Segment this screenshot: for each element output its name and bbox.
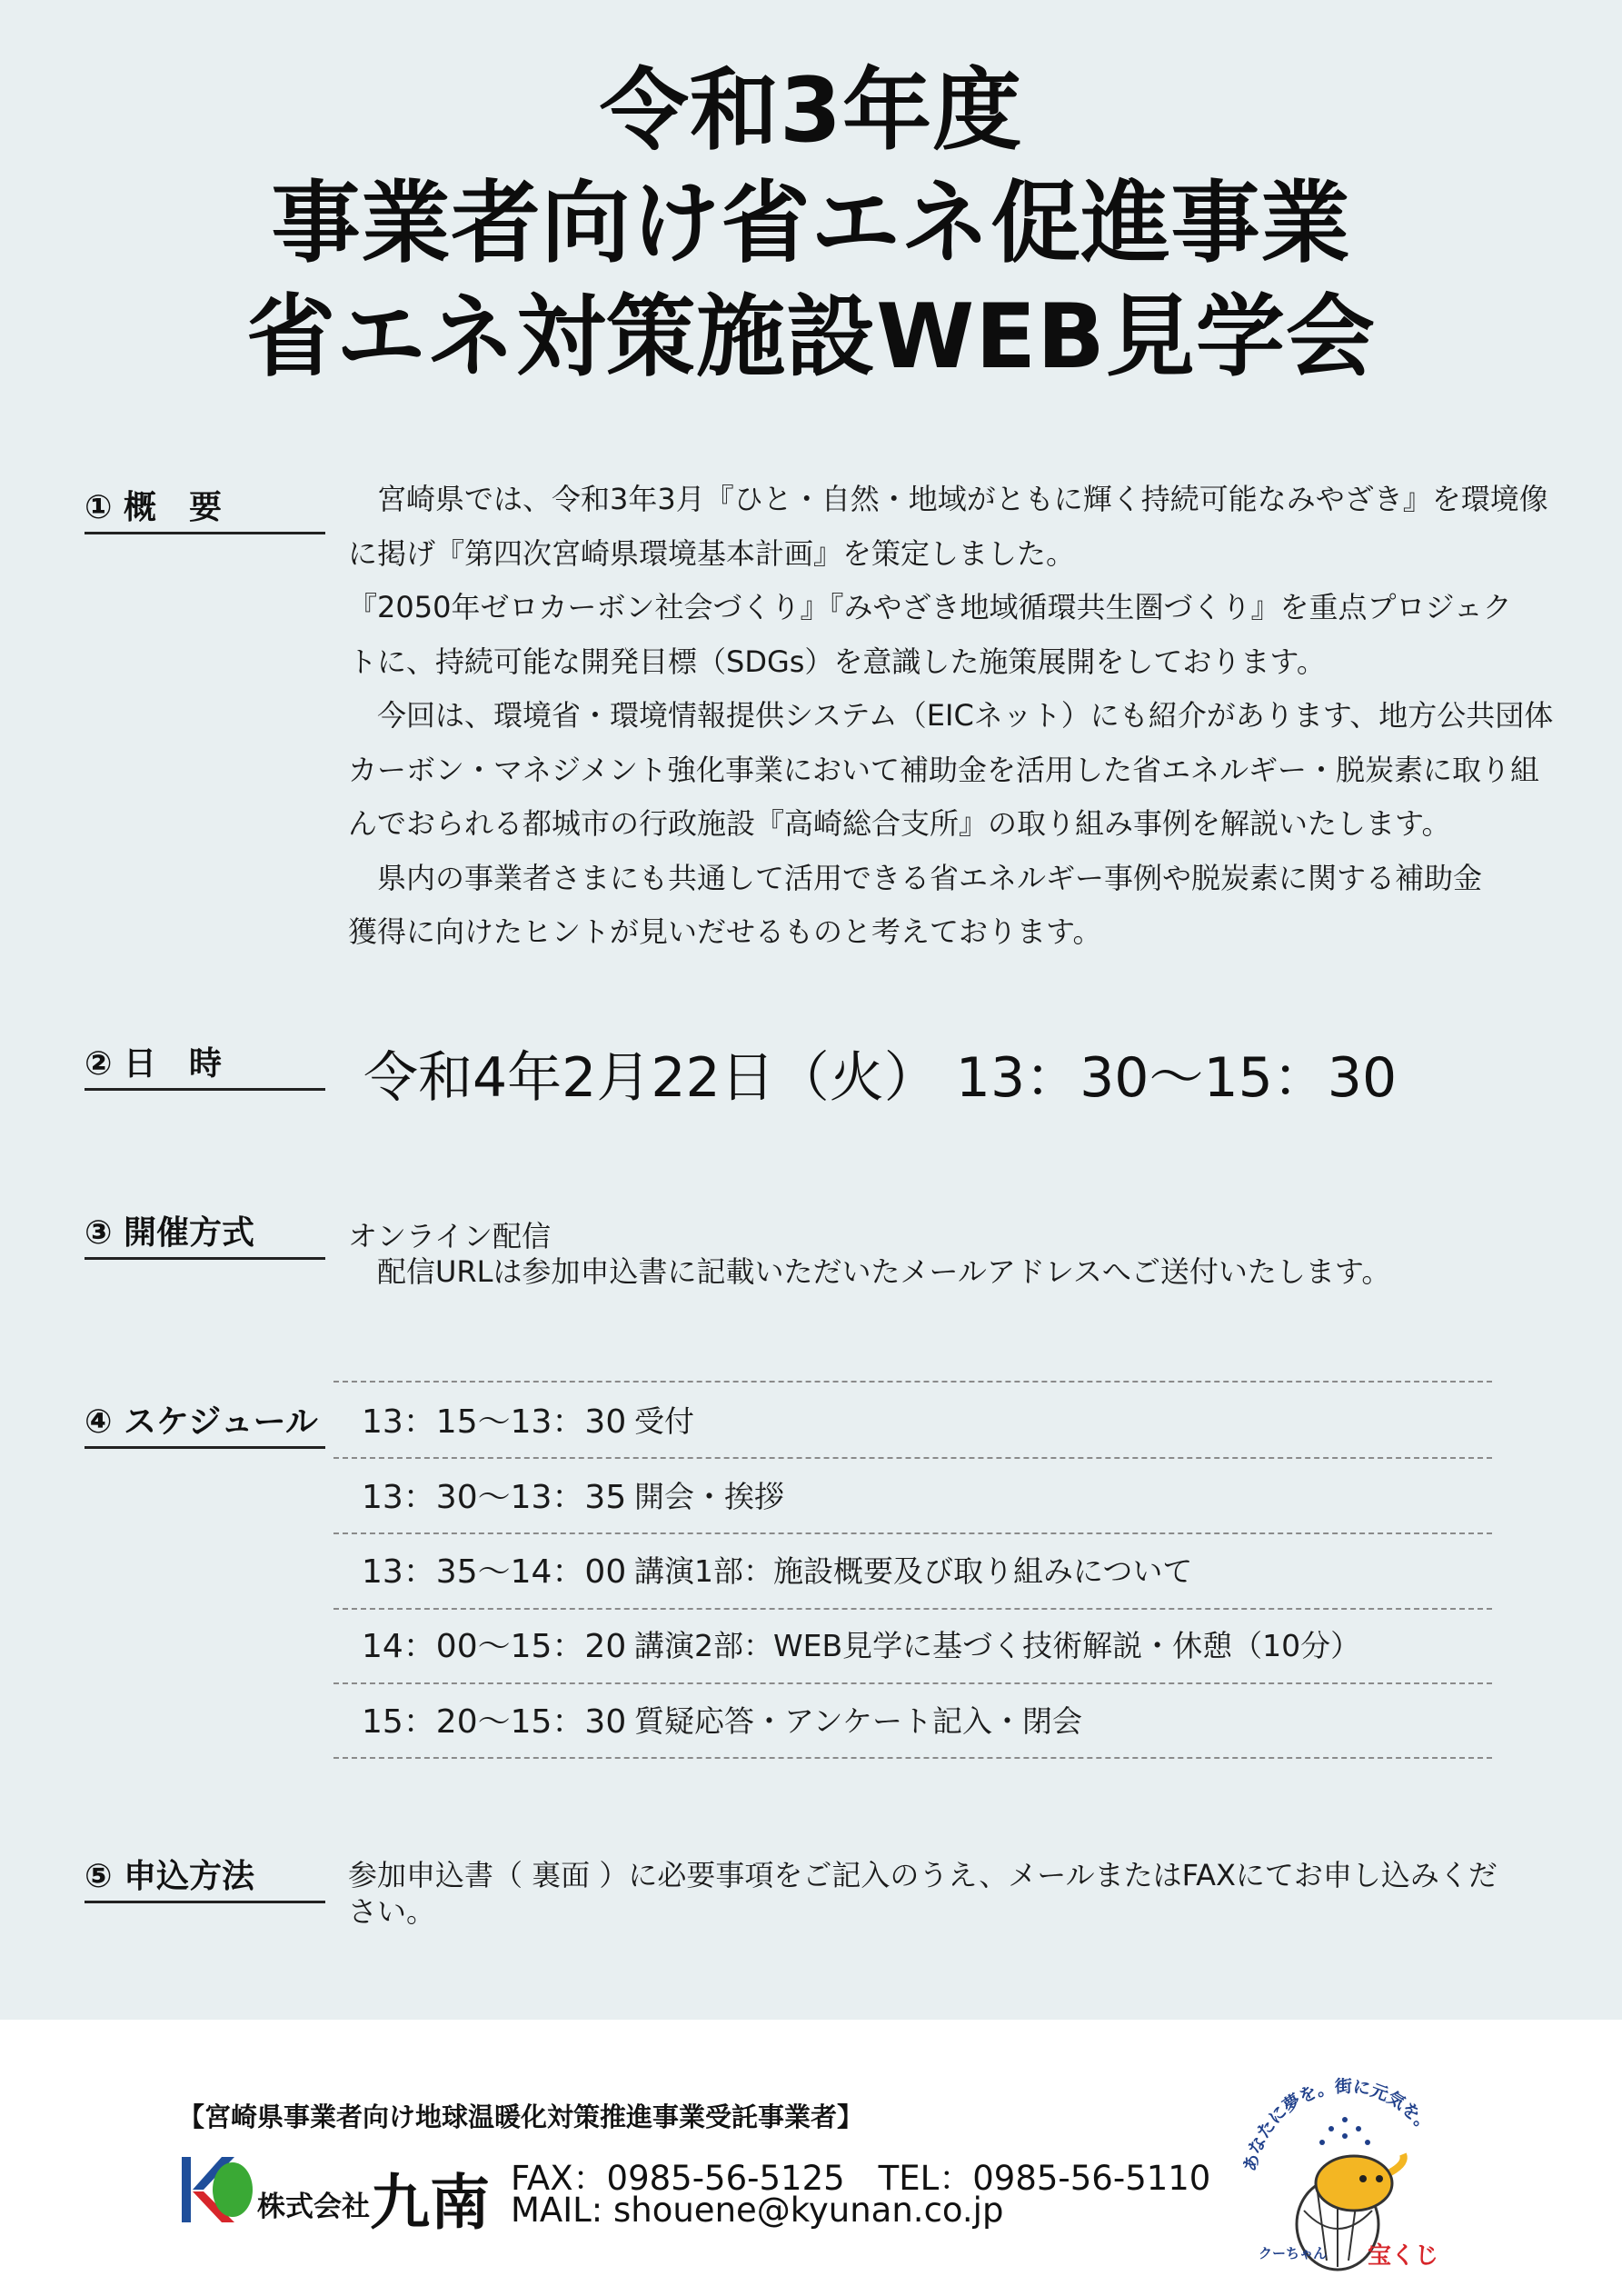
contractor-note: 【宮崎県事業者向け地球温暖化対策推進事業受託事業者】 bbox=[178, 2101, 864, 2132]
datetime-label: ② 日 時 bbox=[85, 1038, 325, 1091]
mail-address: MAIL: shouene@kyunan.co.jp bbox=[511, 2191, 1004, 2230]
schedule-divider bbox=[333, 1381, 1492, 1383]
schedule-label: ④ スケジュール bbox=[85, 1396, 325, 1449]
schedule-time: 14：00～15：20 bbox=[362, 1628, 627, 1665]
fax-tel: FAX：0985-56-5125 TEL：0985-56-5110 bbox=[511, 2159, 1211, 2198]
overview-line: 獲得に向けたヒントが見いだせるものと考えております。 bbox=[348, 914, 1102, 949]
overview-line: んでおられる都城市の行政施設『高崎総合支所』の取り組み事例を解説いたします。 bbox=[348, 806, 1451, 841]
schedule-time: 15：20～15：30 bbox=[362, 1703, 627, 1741]
overview-line: トに、持続可能な開発目標（SDGs）を意識した施策展開をしております。 bbox=[348, 644, 1326, 679]
schedule-time: 13：30～13：35 bbox=[362, 1479, 627, 1516]
overview-label: ① 概 要 bbox=[85, 482, 325, 534]
overview-line: 今回は、環境省・環境情報提供システム（EICネット）にも紹介があります、地方公共団体 bbox=[348, 698, 1554, 733]
title-line-3: 省エネ対策施設WEB見学会 bbox=[246, 285, 1376, 389]
overview-line: 『2050年ゼロカーボン社会づくり』『みやざき地域循環共生圏づくり』を重点プロジェク bbox=[348, 590, 1512, 624]
title-line-1: 令和3年度 bbox=[599, 59, 1023, 163]
method-label: ③ 開催方式 bbox=[85, 1207, 325, 1260]
schedule-time: 13：15～13：30 bbox=[362, 1403, 627, 1441]
kyunan-logo-icon bbox=[182, 2157, 254, 2222]
schedule-item: 講演1部：施設概要及び取り組みについて bbox=[634, 1553, 1193, 1589]
apply-text: 参加申込書（ 裏面 ）に必要事項をご記入のうえ、メールまたはFAXにてお申し込みください。 bbox=[348, 1858, 1498, 1929]
schedule-divider bbox=[333, 1457, 1492, 1459]
datetime-value: 令和4年2月22日（火） 13：30～15：30 bbox=[363, 1046, 1398, 1110]
overview-line: カーボン・マネジメント強化事業において補助金を活用した省エネルギー・脱炭素に取り組 bbox=[348, 752, 1540, 787]
schedule-divider bbox=[333, 1608, 1492, 1610]
overview-line: に掲げ『第四次宮崎県環境基本計画』を策定しました。 bbox=[348, 535, 1076, 571]
company-main: 九南 bbox=[370, 2168, 490, 2238]
schedule-divider bbox=[333, 1757, 1492, 1759]
overview-line: 宮崎県では、令和3年3月『ひと・自然・地域がともに輝く持続可能なみやざき』を環境像 bbox=[348, 482, 1548, 516]
schedule-item: 講演2部：WEB見学に基づく技術解説・休憩（10分） bbox=[634, 1628, 1361, 1663]
mascot-arc-text: あなたに夢を。街に元気を。 bbox=[1239, 2076, 1437, 2174]
schedule-item: 受付 bbox=[634, 1403, 694, 1439]
title-line-2: 事業者向け省エネ促進事業 bbox=[271, 172, 1351, 275]
method-line-1: オンライン配信 bbox=[348, 1219, 552, 1253]
method-line-2: 配信URLは参加申込書に記載いただいたメールアドレスへご送付いたします。 bbox=[348, 1254, 1391, 1289]
schedule-time: 13：35～14：00 bbox=[362, 1553, 627, 1591]
schedule-divider bbox=[333, 1532, 1492, 1534]
lottery-logo: 宝くじ bbox=[1368, 2242, 1439, 2270]
lottery-mascot-icon bbox=[1236, 2056, 1454, 2288]
overview-line: 県内の事業者さまにも共通して活用できる省エネルギー事例や脱炭素に関する補助金 bbox=[348, 860, 1483, 895]
apply-label: ⑤ 申込方法 bbox=[85, 1851, 325, 1903]
schedule-divider bbox=[333, 1682, 1492, 1684]
overview-text bbox=[348, 473, 1554, 960]
mascot-name: クーちゃん bbox=[1259, 2245, 1328, 2261]
company-name bbox=[257, 2154, 490, 2241]
schedule-item: 質疑応答・アンケート記入・閉会 bbox=[634, 1703, 1083, 1739]
company-prefix: 株式会社 bbox=[257, 2191, 370, 2223]
schedule-item: 開会・挨拶 bbox=[634, 1479, 784, 1514]
